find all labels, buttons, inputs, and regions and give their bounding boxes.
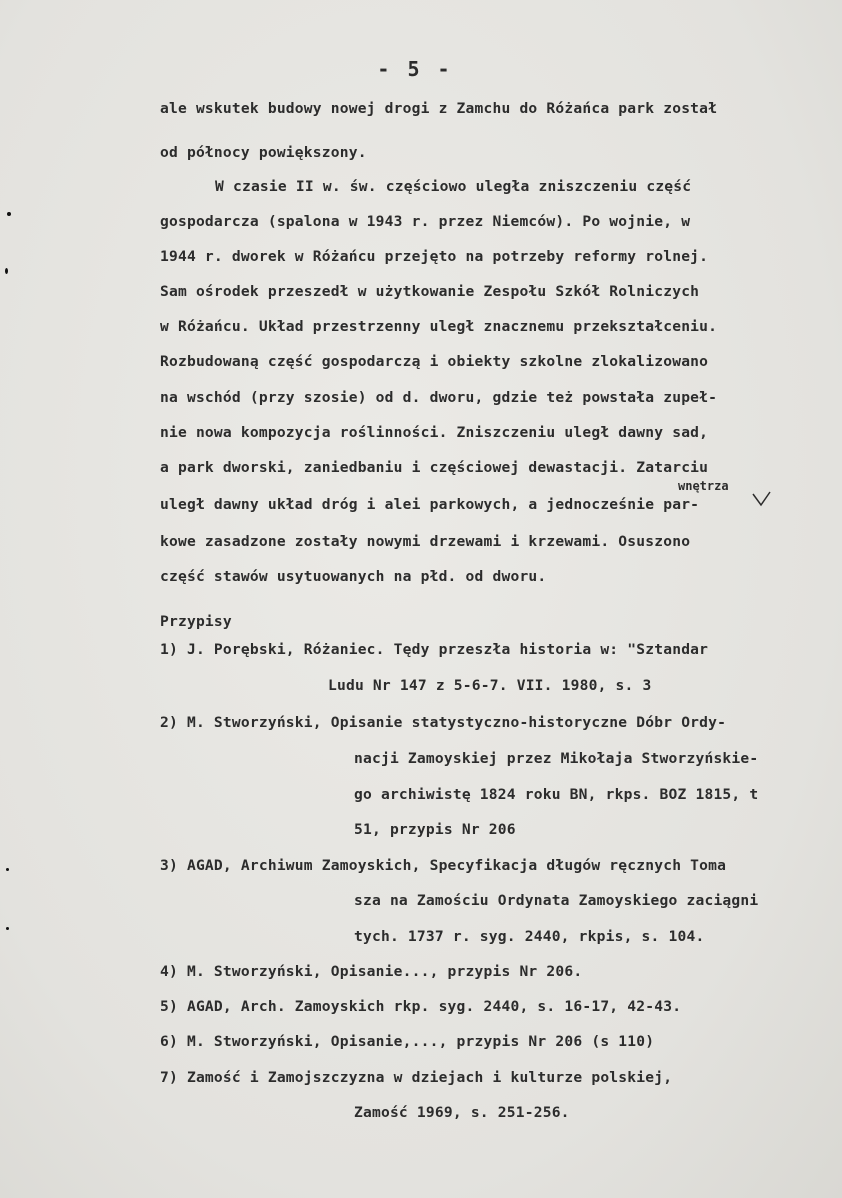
body-line: na wschód (przy szosie) od d. dworu, gdzie też powstała zupeł- — [160, 389, 718, 406]
paper-speck — [6, 927, 9, 930]
page-number: - 5 - — [377, 57, 453, 81]
footnote-line: 2) M. Stworzyński, Opisanie statystyczno-historyczne Dóbr Ordy- — [160, 714, 727, 731]
footnote-line: 1) J. Porębski, Różaniec. Tędy przeszła historia w: "Sztandar — [160, 641, 709, 658]
paper-speck — [5, 268, 8, 274]
footnote-line: 6) M. Stworzyński, Opisanie,..., przypis Nr 206 (s 110) — [160, 1033, 655, 1050]
paper-speck — [7, 212, 11, 216]
footnote-line: nacji Zamoyskiej przez Mikołaja Stworzyńskie- — [354, 750, 759, 767]
footnote-line: go archiwistę 1824 roku BN, rkps. BOZ 1815, t — [354, 786, 759, 803]
footnote-line: 4) M. Stworzyński, Opisanie..., przypis Nr 206. — [160, 963, 583, 980]
footnote-line: 5) AGAD, Arch. Zamoyskich rkp. syg. 2440, s. 16-17, 42-43. — [160, 998, 682, 1015]
footnote-line: Zamość 1969, s. 251-256. — [354, 1104, 570, 1121]
body-line: część stawów usytuowanych na płd. od dworu. — [160, 568, 547, 585]
body-line: uległ dawny układ dróg i alei parkowych, a jednocześnie par- — [160, 496, 700, 513]
insertion-caret-mark — [751, 490, 773, 508]
footnote-line: 7) Zamość i Zamojszczyzna w dziejach i kulturze polskiej, — [160, 1069, 673, 1086]
footnote-line: tych. 1737 r. syg. 2440, rkpis, s. 104. — [354, 928, 705, 945]
body-line: gospodarcza (spalona w 1943 r. przez Niemców). Po wojnie, w — [160, 213, 691, 230]
body-line: Rozbudowaną część gospodarczą i obiekty szkolne zlokalizowano — [160, 353, 709, 370]
body-line: nie nowa kompozycja roślinności. Zniszczeniu uległ dawny sad, — [160, 424, 709, 441]
footnote-line: Ludu Nr 147 z 5-6-7. VII. 1980, s. 3 — [328, 677, 652, 694]
body-line: kowe zasadzone zostały nowymi drzewami i krzewami. Osuszono — [160, 533, 691, 550]
body-line: od północy powiększony. — [160, 144, 367, 161]
body-line: w Różańcu. Układ przestrzenny uległ znacznemu przekształceniu. — [160, 318, 718, 335]
body-line: W czasie II w. św. częściowo uległa zniszczeniu część — [215, 178, 692, 195]
paper-speck — [6, 868, 9, 871]
body-line: Sam ośrodek przeszedł w użytkowanie Zespołu Szkół Rolniczych — [160, 283, 700, 300]
footnote-line: 3) AGAD, Archiwum Zamoyskich, Specyfikacja długów ręcznych Toma — [160, 857, 727, 874]
footnote-line: 51, przypis Nr 206 — [354, 821, 516, 838]
footnotes-heading: Przypisy — [160, 613, 232, 630]
body-line: a park dworski, zaniedbaniu i częściowej dewastacji. Zatarciu — [160, 459, 709, 476]
body-line: 1944 r. dworek w Różańcu przejęto na potrzeby reformy rolnej. — [160, 248, 709, 265]
interlinear-insertion: wnętrza — [678, 479, 729, 493]
footnote-line: sza na Zamościu Ordynata Zamoyskiego zaciągni — [354, 892, 759, 909]
body-line: ale wskutek budowy nowej drogi z Zamchu do Różańca park został — [160, 100, 718, 117]
